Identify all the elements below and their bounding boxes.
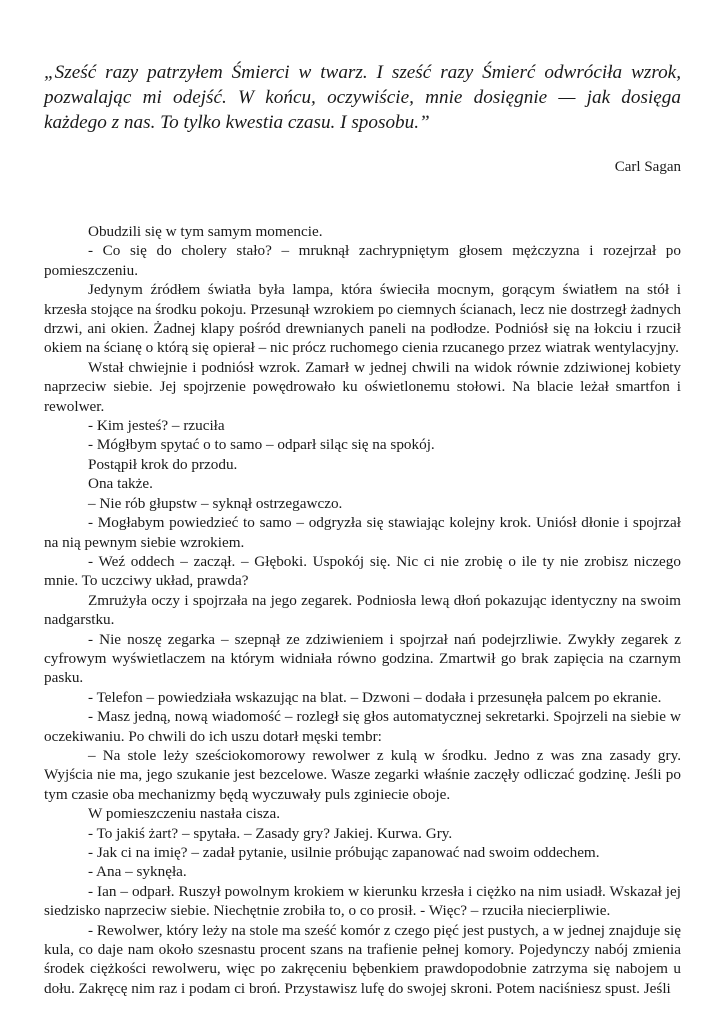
paragraph: - Ian – odparł. Ruszył powolnym krokiem w kierunku krzesła i ciężko na nim usiadł. Wskazał jej siedzisko naprzeciw siebie. Niechętnie zrobiła to, o co prosił. - Więc? – rzuciła niecierpliwie. [44, 882, 681, 920]
paragraph: Ona także. [88, 475, 153, 493]
epigraph-author: Carl Sagan [614, 159, 681, 175]
paragraph: - Weź oddech – zaczął. – Głęboki. Uspokój się. Nic ci nie zrobię o ile ty nie zrobisz niczego mnie. To uczciwy układ, prawda? [44, 552, 681, 590]
paragraph: - Mogłabym powiedzieć to samo – odgryzła się stawiając kolejny krok. Uniósł dłonie i spojrzał na nią pewnym siebie wzrokiem. [44, 514, 681, 551]
paragraph: Jedynym źródłem światła była lampa, która świeciła mocnym, gorącym światłem na stół i krzesła stojące na środku pokoju. Przesunął wzrokiem po ciemnych ścianach, lecz nie dostrzegł żadnych drzwi, ani okien. Żadnej klapy pośród drewnianych paneli na podłodze. Podniósł się na łokciu i rzucił okiem na ścianę o którą się opierał – nic prócz ruchomego cienia rzucanego przez wiatrak wentylacyjny. [44, 281, 681, 357]
paragraph: - Rewolwer, który leży na stole ma sześć komór z czego pięć jest pustych, a w jednej znajduje się kula, co daje nam około szesnastu procent szans na trafienie pełnej komory. Pojedynczy nabój zmienia środek ciężkości rewolweru, więc po zakręceniu bębenkiem prawdopodobnie zatrzyma się nabojem u dołu. Zakręcę nim raz i podam ci broń. Przystawisz lufę do swojej skroni. Potem naciśniesz spust. Jeśli [44, 921, 681, 997]
paragraph: Obudzili się w tym samym momencie. [88, 223, 323, 240]
paragraph: – Nie rób głupstw – syknął ostrzegawczo. [88, 494, 343, 512]
paragraph: Wstał chwiejnie i podniósł wzrok. Zamarł w jednej chwili na widok równie zdziwionej kobiety naprzeciw siebie. Jej spojrzenie powędrowało ku oświetlonemu stołowi. Na blacie leżał smartfon i rewolwer. [44, 358, 681, 415]
paragraph: - Masz jedną, nową wiadomość – rozległ się głos automatycznej sekretarki. Spojrzeli na siebie w oczekiwaniu. Po chwili do ich uszu dotarł męski tembr: [44, 708, 681, 745]
paragraph: - Co się do cholery stało? – mruknął zachrypniętym głosem mężczyzna i rozejrzał po pomieszczeniu. [44, 242, 681, 279]
paragraph: - Kim jesteś? – rzuciła [88, 417, 225, 435]
paragraph: Zmrużyła oczy i spojrzała na jego zegarek. Podniosła lewą dłoń pokazując identyczny na swoim nadgarstku. [44, 591, 681, 629]
paragraph: - Nie noszę zegarka – szepnął ze zdziwieniem i spojrzał nań podejrzliwie. Zwykły zegarek z cyfrowym wyświetlaczem na którym widniała równo godzina. Zmartwił go brak zapięcia na czarnym pasku. [44, 630, 681, 687]
epigraph-quote: „Sześć razy patrzyłem Śmierci w twarz. I sześć razy Śmierć odwróciła wzrok, pozwalając mi odejść. W końcu, oczywiście, mnie dosięgnie — jak dosięga każdego z nas. To tylko kwestia czasu. I sposobu.” [44, 62, 681, 133]
paragraph: - Ana – syknęła. [88, 863, 187, 881]
paragraph: - Jak ci na imię? – zadał pytanie, usilnie próbując zapanować nad swoim oddechem. [88, 844, 600, 861]
paragraph: - Mógłbym spytać o to samo – odparł siląc się na spokój. [88, 436, 435, 454]
paragraph: - To jakiś żart? – spytała. – Zasady gry? Jakiej. Kurwa. Gry. [88, 824, 453, 842]
paragraph: Postąpił krok do przodu. [88, 455, 238, 473]
story-text [44, 222, 681, 998]
paragraph: - Telefon – powiedziała wskazując na blat. – Dzwoni – dodała i przesunęła palcem po ekranie. [88, 688, 662, 706]
paragraph: W pomieszczeniu nastała cisza. [88, 805, 281, 823]
paragraph: – Na stole leży sześciokomorowy rewolwer z kulą w środku. Jedno z was zna zasady gry. Wyjścia nie ma, jego szukanie jest bezcelowe. Wasze zegarki właśnie zaczęły odliczać godzinę. Jeśli po tym czasie oba mechanizmy będą wyczuwały puls zginiecie oboje. [44, 746, 681, 803]
